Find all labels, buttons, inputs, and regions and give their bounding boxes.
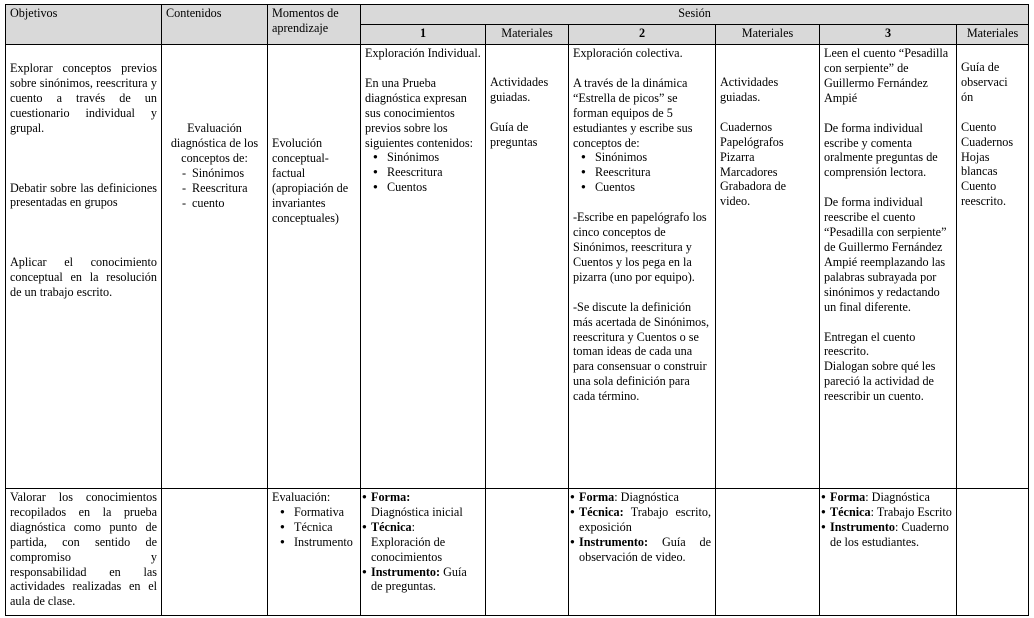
forma-label: Forma: [371, 490, 411, 504]
instrumento-label: Instrumento [830, 519, 896, 534]
forma-value: Diagnóstica inicial [371, 504, 463, 519]
eval-s1-list [362, 490, 481, 594]
eval-s2-instrumento [570, 535, 711, 565]
forma-label: Forma [830, 490, 866, 504]
header-materiales-3: Materiales [957, 25, 1029, 45]
s2-text: A través de la dinámica “Estrella de picos” se forman equipos de 5 estudiantes y escribe sus conceptos de: [573, 75, 693, 150]
contenidos-list [166, 166, 263, 211]
eval-s3-list [821, 490, 952, 550]
m3-line: reescrito. [961, 194, 1007, 209]
header-session-2: 2 [569, 25, 716, 45]
contenidos-empty-cell [162, 489, 268, 616]
evaluacion-list [272, 505, 356, 550]
objetivo-2: Debatir sobre las definiciones presentadas en grupos [10, 180, 157, 210]
s3-paragraph-1: Leen el cuento “Pesadilla con serpiente” de Guillermo Fernández Ampié [824, 46, 949, 105]
session-1-cell [361, 45, 486, 489]
contenido-item: - Sinónimos [182, 166, 263, 181]
header-row-1 [6, 5, 1029, 25]
eval-s1-tecnica: ● Técnica: Exploración de conocimientos [362, 520, 481, 565]
m3-line: observaci [961, 74, 1008, 89]
header-contenidos: Contenidos [162, 5, 268, 45]
activities-row [6, 45, 1029, 489]
eval-s2-list [570, 490, 711, 565]
s3-paragraph-3: De forma individual reescribe el cuento “Pesadilla con serpiente” de Guillermo Fernández Ampié reemplazando las palabras subrayada por sinónimos y redactando un final diferente. [824, 195, 947, 314]
materiales-1-cell [486, 45, 569, 489]
m2-item: Papelógrafos [720, 134, 784, 149]
session-2-cell [569, 45, 716, 489]
eval-materiales-3-cell [957, 489, 1029, 616]
header-materiales-2: Materiales [716, 25, 820, 45]
instrumento-value: Guía de preguntas. [371, 564, 467, 594]
momentos-text: Evolución conceptual-factual (apropiación de invariantes conceptuales) [272, 136, 349, 225]
momentos-cell [268, 45, 361, 489]
m3-line: Cuento [961, 179, 997, 194]
instrumento-value: : Cuaderno de los estudiantes. [830, 519, 949, 549]
m2-item: Grabadora de video. [720, 179, 786, 209]
eval-s3-tecnica [821, 505, 952, 520]
contenidos-cell [162, 45, 268, 489]
header-session-3: 3 [820, 25, 957, 45]
m3-line: ón [961, 89, 974, 104]
tecnica-value: : Trabajo Escrito [870, 504, 952, 519]
m2-item: Pizarra [720, 149, 755, 164]
forma-value: : Diagnóstica [614, 490, 679, 504]
m2-intro: Actividades guiadas. [720, 75, 779, 104]
session-3-cell [820, 45, 957, 489]
instrumento-label: Instrumento: [371, 564, 441, 579]
contenido-item: - Reescritura [182, 181, 263, 196]
tecnica-label: Técnica [371, 519, 412, 534]
eval-s2-forma [570, 490, 711, 505]
objetivo-valorar: Valorar los conocimientos recopilados en la prueba diagnóstica como punto de partida, con sentido de compromiso y responsabilidad en las actividades realizadas en el aula de clase. [10, 490, 157, 609]
evaluacion-title: Evaluación: [272, 490, 331, 504]
eval-s3-forma [821, 490, 952, 505]
forma-label: Forma [579, 490, 615, 504]
s1-list [365, 150, 481, 195]
materiales-3-cell [957, 45, 1029, 489]
eval-s3-instrumento [821, 520, 952, 550]
s1-text: En una Prueba diagnóstica expresan sus conocimientos previos sobre los siguientes contenidos: [365, 75, 473, 150]
header-session-1: 1 [361, 25, 486, 45]
m2-item: Cuadernos [720, 119, 773, 134]
forma-value: : Diagnóstica [865, 490, 930, 504]
eval-session-2-cell [569, 489, 716, 616]
s1-item: ● Sinónimos [373, 150, 481, 165]
objetivo-3: Aplicar el conocimiento conceptual en la resolución de un trabajo escrito. [10, 255, 157, 300]
eval-materiales-2-cell [716, 489, 820, 616]
s2-title: Exploración colectiva. [573, 46, 683, 60]
s1-item: ● Cuentos [373, 180, 481, 195]
eval-session-3-cell [820, 489, 957, 616]
evaluacion-item: ● Formativa [280, 505, 356, 520]
m3-line: Hojas [961, 149, 990, 164]
s1-title: Exploración Individual. [365, 46, 481, 60]
s3-paragraph-2: De forma individual escribe y comenta oralmente preguntas de comprensión lectora. [824, 120, 938, 180]
header-materiales-1: Materiales [486, 25, 569, 45]
m3-line: Cuento [961, 119, 997, 134]
objetivo-1: Explorar conceptos previos sobre sinónimos, reescritura y cuento a través de un cuestionario individual y grupal. [10, 61, 157, 135]
tecnica-label: Técnica: [579, 504, 624, 519]
m3-line: Cuadernos [961, 134, 1014, 149]
tecnica-value: Trabajo escrito, exposición [579, 504, 711, 534]
s2-item: ● Cuentos [581, 180, 711, 195]
s2-list [573, 150, 711, 195]
m1-item: Actividades guiadas. [490, 75, 549, 104]
s2-paragraph-2: -Escribe en papelógrafo los cinco conceptos de Sinónimos, reescritura y Cuentos y los pega en la pizarra (uno por equipo). [573, 210, 707, 284]
objetivo-valorar-cell [6, 489, 162, 616]
objetivos-cell [6, 45, 162, 489]
instrumento-label: Instrumento: [579, 534, 649, 549]
evaluation-row [6, 489, 1029, 616]
m3-line: Guía de [961, 60, 1000, 74]
contenidos-title: Evaluación diagnóstica de los conceptos de: [170, 121, 259, 165]
materiales-2-cell [716, 45, 820, 489]
m1-item: Guía de preguntas [490, 119, 538, 149]
evaluacion-item: ● Técnica [280, 520, 356, 535]
s2-item: ● Reescritura [581, 165, 711, 180]
evaluacion-cell [268, 489, 361, 616]
eval-s1-forma [362, 490, 481, 520]
s2-item: ● Sinónimos [581, 150, 711, 165]
eval-s1-instrumento [362, 565, 481, 595]
tecnica-value: Exploración de conocimientos [371, 534, 446, 564]
s1-item: ● Reescritura [373, 165, 481, 180]
s2-paragraph-3: -Se discute la definición más acertada de Sinónimos, reescritura y Cuentos o se toman ideas de cada una para consensuar o construir una sola definición para cada término. [573, 299, 710, 404]
header-sesion: Sesión [361, 5, 1029, 25]
eval-materiales-1-cell [486, 489, 569, 616]
s3-paragraph-4: Entregan el cuento reescrito. [824, 329, 916, 359]
s3-paragraph-5: Dialogan sobre qué les pareció la actividad de reescribir un cuento. [824, 359, 936, 404]
eval-s2-tecnica [570, 505, 711, 535]
header-objetivos: Objetivos [6, 5, 162, 45]
instrumento-value: Guía de observación de video. [579, 534, 711, 564]
tecnica-label: Técnica [830, 504, 871, 519]
header-momentos: Momentos de aprendizaje [268, 5, 361, 45]
evaluacion-item: ● Instrumento [280, 535, 356, 550]
contenido-item: - cuento [182, 196, 263, 211]
eval-session-1-cell [361, 489, 486, 616]
lesson-plan-table [5, 4, 1029, 616]
m2-item: Marcadores [720, 164, 778, 179]
m3-line: blancas [961, 164, 998, 179]
